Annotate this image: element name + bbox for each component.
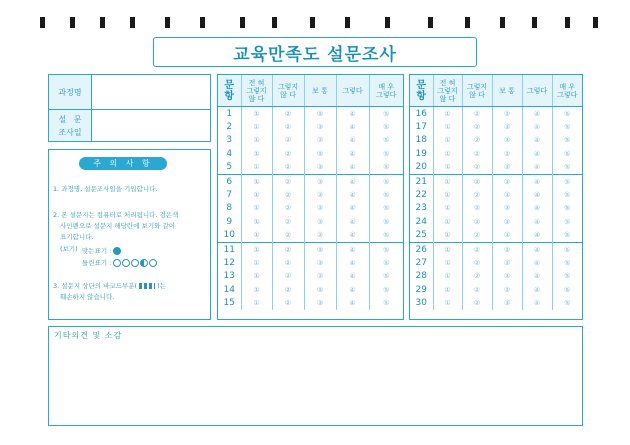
timing-mark xyxy=(40,17,45,28)
answer-bubble-1[interactable]: ① xyxy=(241,215,272,228)
answer-bubble-2[interactable]: ② xyxy=(462,242,492,256)
scale-header-1: 전 혀 그렇지 않 다 xyxy=(241,75,272,107)
answer-bubble-1[interactable]: ① xyxy=(241,242,272,256)
answer-bubble-5[interactable]: ⑤ xyxy=(369,296,403,309)
question-number: 9 xyxy=(226,216,233,227)
scale-header-2: 그렇지 않 다 xyxy=(272,75,304,107)
question-row xyxy=(218,215,403,228)
answer-bubble-4[interactable]: ④ xyxy=(336,161,369,175)
timing-mark xyxy=(500,17,505,28)
answer-bubble-3[interactable]: ③ xyxy=(492,107,522,121)
answer-bubble-3[interactable]: ③ xyxy=(304,256,336,269)
timing-mark xyxy=(565,17,570,28)
question-row xyxy=(218,188,403,201)
timing-mark xyxy=(385,17,390,28)
answer-bubble-2[interactable]: ② xyxy=(462,188,492,201)
wrong-mark-text: 틀린표기 : xyxy=(82,259,112,267)
timing-mark xyxy=(345,17,350,28)
answer-bubble-4[interactable]: ④ xyxy=(522,242,552,256)
question-row xyxy=(410,215,582,228)
question-row xyxy=(410,229,582,243)
answer-bubble-2[interactable]: ② xyxy=(272,147,304,160)
question-number: 22 xyxy=(415,190,427,201)
answer-bubble-4[interactable]: ④ xyxy=(522,174,552,188)
question-number: 16 xyxy=(415,108,427,119)
answer-bubble-3[interactable]: ③ xyxy=(304,161,336,175)
answer-bubble-4[interactable]: ④ xyxy=(522,296,552,309)
notice-item-2b: 사인펜으로 설문지 해당란에 보기와 같이 xyxy=(60,222,176,230)
answer-bubble-3[interactable]: ③ xyxy=(492,256,522,269)
answer-bubble-5[interactable]: ⑤ xyxy=(552,134,582,147)
question-row xyxy=(410,256,582,269)
correct-mark-text: 맞는표기 : xyxy=(82,247,112,255)
answer-bubble-3[interactable]: ③ xyxy=(304,202,336,215)
answer-bubble-4[interactable]: ④ xyxy=(522,256,552,269)
survey-date-label-2: 조사일 xyxy=(58,127,82,137)
answer-bubble-5[interactable]: ⑤ xyxy=(369,174,403,188)
dot-bubble-icon xyxy=(131,259,139,267)
check-bubble-icon xyxy=(113,259,121,267)
timing-mark xyxy=(310,17,315,28)
answer-bubble-5[interactable]: ⑤ xyxy=(552,242,582,256)
question-number: 12 xyxy=(223,257,235,268)
answer-bubble-1[interactable]: ① xyxy=(241,107,272,121)
answer-bubble-3[interactable]: ③ xyxy=(304,283,336,296)
answer-bubble-1[interactable]: ① xyxy=(433,215,462,228)
answer-bubble-5[interactable]: ⑤ xyxy=(552,161,582,175)
answer-bubble-1[interactable]: ① xyxy=(433,270,462,283)
answer-bubble-2[interactable]: ② xyxy=(272,107,304,121)
question-number: 17 xyxy=(415,122,427,133)
survey-date-field[interactable] xyxy=(92,110,210,141)
answer-bubble-1[interactable]: ① xyxy=(241,270,272,283)
answer-bubble-4[interactable]: ④ xyxy=(336,270,369,283)
scale-header-5: 매 우 그렇다 xyxy=(369,75,403,107)
answer-bubble-1[interactable]: ① xyxy=(433,147,462,160)
question-number-header: 문 항 xyxy=(218,75,241,107)
answer-bubble-4[interactable]: ④ xyxy=(336,202,369,215)
answer-bubble-3[interactable]: ③ xyxy=(492,161,522,175)
question-row xyxy=(218,256,403,269)
notice-item-2c: 표기합니다. xyxy=(60,233,94,241)
notice-item-2a: 2. 본 설문지는 컴퓨터로 처리됩니다. 검은색 xyxy=(53,211,179,219)
answer-bubble-4[interactable]: ④ xyxy=(522,270,552,283)
question-number: 19 xyxy=(415,148,427,159)
question-number: 7 xyxy=(226,190,233,201)
answer-bubble-3[interactable]: ③ xyxy=(492,283,522,296)
scale-header-5: 매 우 그렇다 xyxy=(552,75,582,107)
answer-bubble-2[interactable]: ② xyxy=(462,256,492,269)
timing-mark xyxy=(465,17,470,28)
filled-bubble-icon xyxy=(113,247,121,255)
answer-bubble-2[interactable]: ② xyxy=(462,296,492,309)
answer-bubble-2[interactable]: ② xyxy=(272,256,304,269)
barcode-icon xyxy=(139,283,155,289)
question-row xyxy=(410,270,582,283)
answer-bubble-3[interactable]: ③ xyxy=(304,242,336,256)
answer-bubble-1[interactable]: ① xyxy=(433,107,462,121)
answer-bubble-5[interactable]: ⑤ xyxy=(552,107,582,121)
answer-bubble-4[interactable]: ④ xyxy=(336,215,369,228)
question-row xyxy=(410,174,582,188)
answer-bubble-5[interactable]: ⑤ xyxy=(552,270,582,283)
question-number: 8 xyxy=(226,203,233,214)
answer-bubble-5[interactable]: ⑤ xyxy=(552,120,582,133)
question-number: 20 xyxy=(415,162,427,173)
question-row xyxy=(218,296,403,309)
answer-bubble-2[interactable]: ② xyxy=(462,215,492,228)
question-number: 6 xyxy=(218,174,241,188)
answer-bubble-4[interactable]: ④ xyxy=(522,147,552,160)
answer-bubble-5[interactable]: ⑤ xyxy=(369,202,403,215)
question-row xyxy=(410,107,582,121)
answer-bubble-3[interactable]: ③ xyxy=(492,174,522,188)
answer-bubble-2[interactable]: ② xyxy=(462,202,492,215)
answer-bubble-5[interactable]: ⑤ xyxy=(369,107,403,121)
notice-item-3b-text: )는 xyxy=(157,282,166,290)
answer-bubble-2[interactable]: ② xyxy=(462,270,492,283)
question-row xyxy=(410,120,582,133)
question-number: 1 xyxy=(226,108,233,119)
answer-bubble-1[interactable]: ① xyxy=(241,161,272,175)
question-number: 14 xyxy=(223,284,235,295)
answer-bubble-3[interactable]: ③ xyxy=(304,120,336,133)
answer-bubble-1[interactable]: ① xyxy=(433,202,462,215)
answer-bubble-2[interactable]: ② xyxy=(272,120,304,133)
answer-bubble-2[interactable]: ② xyxy=(462,147,492,160)
answer-bubble-5[interactable]: ⑤ xyxy=(369,134,403,147)
timing-mark xyxy=(428,17,433,28)
answer-bubble-5[interactable]: ⑤ xyxy=(369,256,403,269)
answer-bubble-4[interactable]: ④ xyxy=(336,229,369,243)
question-number: 10 xyxy=(223,230,235,241)
timing-mark xyxy=(165,17,170,28)
answer-bubble-5[interactable]: ⑤ xyxy=(369,188,403,201)
question-number: 3 xyxy=(226,135,233,146)
answer-bubble-3[interactable]: ③ xyxy=(304,215,336,228)
question-number: 29 xyxy=(415,284,427,295)
answer-bubble-1[interactable]: ① xyxy=(241,229,272,243)
question-number: 26 xyxy=(410,242,433,256)
answer-bubble-3[interactable]: ③ xyxy=(304,270,336,283)
wrong-mark-label xyxy=(82,258,158,268)
notice-item-3a-text: 3. 설문지 상단의 바코드부분( xyxy=(53,282,138,290)
answer-bubble-4[interactable]: ④ xyxy=(522,161,552,175)
answer-bubble-5[interactable]: ⑤ xyxy=(369,147,403,160)
question-number: 11 xyxy=(218,242,241,256)
answer-bubble-3[interactable]: ③ xyxy=(492,202,522,215)
partial-bubble-icon xyxy=(149,259,157,267)
answer-bubble-5[interactable]: ⑤ xyxy=(369,229,403,243)
answer-bubble-4[interactable]: ④ xyxy=(336,256,369,269)
answer-bubble-3[interactable]: ③ xyxy=(304,174,336,188)
correct-mark-label xyxy=(82,246,122,256)
scale-header-4: 그렇다 xyxy=(336,75,369,107)
answer-bubble-1[interactable]: ① xyxy=(241,147,272,160)
notice-item-3a xyxy=(53,281,209,291)
answer-bubble-1[interactable]: ① xyxy=(241,256,272,269)
comments-label: 기타의견 및 소감 xyxy=(54,331,123,340)
answer-bubble-2[interactable]: ② xyxy=(462,283,492,296)
question-row xyxy=(218,202,403,215)
answer-bubble-1[interactable]: ① xyxy=(433,229,462,243)
answer-bubble-1[interactable]: ① xyxy=(433,256,462,269)
answer-bubble-4[interactable]: ④ xyxy=(522,188,552,201)
scale-header-1: 전 혀 그렇지 않 다 xyxy=(433,75,462,107)
answer-bubble-2[interactable]: ② xyxy=(272,188,304,201)
survey-date-label-1: 설 문 xyxy=(58,114,82,124)
answer-bubble-2[interactable]: ② xyxy=(272,215,304,228)
question-row xyxy=(218,107,403,121)
question-number: 15 xyxy=(223,298,235,309)
answer-bubble-4[interactable]: ④ xyxy=(336,283,369,296)
answer-bubble-5[interactable]: ⑤ xyxy=(552,229,582,243)
answer-bubble-4[interactable]: ④ xyxy=(336,134,369,147)
answer-bubble-4[interactable]: ④ xyxy=(336,242,369,256)
answer-bubble-1[interactable]: ① xyxy=(433,283,462,296)
question-row xyxy=(410,283,582,296)
answer-bubble-1[interactable]: ① xyxy=(241,202,272,215)
answer-bubble-5[interactable]: ⑤ xyxy=(552,283,582,296)
course-name-label xyxy=(49,75,92,110)
answer-bubble-4[interactable]: ④ xyxy=(336,188,369,201)
answer-bubble-2[interactable]: ② xyxy=(272,134,304,147)
question-number: 30 xyxy=(415,298,427,309)
answer-table-right xyxy=(410,75,582,310)
answer-table-left xyxy=(218,75,403,310)
answer-bubble-5[interactable]: ⑤ xyxy=(552,296,582,309)
course-name-label-text: 과정명 xyxy=(58,87,82,97)
answer-bubble-2[interactable]: ② xyxy=(462,134,492,147)
question-row xyxy=(410,296,582,309)
question-row xyxy=(218,161,403,175)
page-title: 교육만족도 설문조사 xyxy=(153,37,477,67)
question-number: 4 xyxy=(226,148,233,159)
answer-bubble-5[interactable]: ⑤ xyxy=(369,270,403,283)
answer-bubble-1[interactable]: ① xyxy=(241,134,272,147)
answer-bubble-3[interactable]: ③ xyxy=(492,188,522,201)
answer-bubble-1[interactable]: ① xyxy=(433,188,462,201)
timing-mark xyxy=(130,17,135,28)
question-row xyxy=(218,174,403,188)
timing-mark xyxy=(200,17,205,28)
answer-bubble-5[interactable]: ⑤ xyxy=(552,256,582,269)
answer-bubble-1[interactable]: ① xyxy=(241,283,272,296)
question-number: 23 xyxy=(415,203,427,214)
timing-mark xyxy=(100,17,105,28)
answer-bubble-1[interactable]: ① xyxy=(241,188,272,201)
question-row xyxy=(218,229,403,243)
answer-bubble-3[interactable]: ③ xyxy=(492,147,522,160)
answer-bubble-1[interactable]: ① xyxy=(433,296,462,309)
notice-heading: 주 의 사 항 xyxy=(79,157,167,170)
answer-bubble-1[interactable]: ① xyxy=(241,120,272,133)
timing-mark xyxy=(70,17,75,28)
example-label: (보기) xyxy=(60,245,78,253)
question-number-header: 문 항 xyxy=(410,75,433,107)
answer-bubble-5[interactable]: ⑤ xyxy=(552,147,582,160)
question-row xyxy=(410,161,582,175)
answer-bubble-3[interactable]: ③ xyxy=(492,215,522,228)
answer-bubble-3[interactable]: ③ xyxy=(492,229,522,243)
question-number: 28 xyxy=(415,271,427,282)
answer-bubble-4[interactable]: ④ xyxy=(522,229,552,243)
answer-bubble-1[interactable]: ① xyxy=(433,174,462,188)
question-row xyxy=(218,147,403,160)
question-number: 13 xyxy=(223,271,235,282)
answer-bubble-4[interactable]: ④ xyxy=(522,120,552,133)
answer-bubble-2[interactable]: ② xyxy=(462,229,492,243)
answer-bubble-2[interactable]: ② xyxy=(272,296,304,309)
half-bubble-icon xyxy=(140,259,148,267)
timing-mark xyxy=(240,17,245,28)
course-name-field[interactable] xyxy=(92,75,210,110)
notice-item-3c: 훼손하지 않습니다. xyxy=(60,293,115,301)
scale-header-4: 그렇다 xyxy=(522,75,552,107)
answer-bubble-3[interactable]: ③ xyxy=(304,188,336,201)
answer-bubble-3[interactable]: ③ xyxy=(492,270,522,283)
answer-bubble-4[interactable]: ④ xyxy=(522,202,552,215)
question-row xyxy=(218,270,403,283)
answer-bubble-4[interactable]: ④ xyxy=(336,120,369,133)
answer-bubble-3[interactable]: ③ xyxy=(304,134,336,147)
question-number: 24 xyxy=(415,216,427,227)
scale-header-2: 그렇지 않 다 xyxy=(462,75,492,107)
answer-bubble-4[interactable]: ④ xyxy=(522,215,552,228)
answer-bubble-4[interactable]: ④ xyxy=(336,174,369,188)
answer-bubble-3[interactable]: ③ xyxy=(492,242,522,256)
survey-date-label xyxy=(49,110,92,141)
question-number: 5 xyxy=(226,162,233,173)
answer-bubble-5[interactable]: ⑤ xyxy=(369,215,403,228)
answer-bubble-5[interactable]: ⑤ xyxy=(369,161,403,175)
question-row xyxy=(410,202,582,215)
answer-bubble-4[interactable]: ④ xyxy=(522,107,552,121)
answer-bubble-2[interactable]: ② xyxy=(272,174,304,188)
answer-bubble-2[interactable]: ② xyxy=(272,229,304,243)
answer-bubble-3[interactable]: ③ xyxy=(304,107,336,121)
answer-bubble-4[interactable]: ④ xyxy=(336,107,369,121)
answer-bubble-5[interactable]: ⑤ xyxy=(552,174,582,188)
question-number: 21 xyxy=(410,174,433,188)
answer-bubble-4[interactable]: ④ xyxy=(522,134,552,147)
answer-bubble-1[interactable]: ① xyxy=(241,296,272,309)
answer-bubble-5[interactable]: ⑤ xyxy=(552,202,582,215)
answer-bubble-4[interactable]: ④ xyxy=(336,296,369,309)
notice-item-1: 1. 과정명, 설문조사일을 기입합니다. xyxy=(53,185,158,193)
course-info-box xyxy=(48,74,211,142)
question-row xyxy=(218,134,403,147)
answer-bubble-5[interactable]: ⑤ xyxy=(552,215,582,228)
answer-bubble-2[interactable]: ② xyxy=(272,242,304,256)
comments-box[interactable] xyxy=(48,326,583,426)
question-row xyxy=(218,242,403,256)
question-row xyxy=(410,242,582,256)
answer-bubble-3[interactable]: ③ xyxy=(492,120,522,133)
answer-bubble-3[interactable]: ③ xyxy=(304,229,336,243)
timing-mark xyxy=(532,17,537,28)
answer-bubble-1[interactable]: ① xyxy=(241,174,272,188)
answer-bubble-2[interactable]: ② xyxy=(462,107,492,121)
timing-mark xyxy=(593,17,598,28)
question-number: 25 xyxy=(415,230,427,241)
answer-bubble-3[interactable]: ③ xyxy=(304,147,336,160)
answer-bubble-2[interactable]: ② xyxy=(272,270,304,283)
question-row xyxy=(218,120,403,133)
question-row xyxy=(218,283,403,296)
answer-bubble-1[interactable]: ① xyxy=(433,134,462,147)
answer-bubble-5[interactable]: ⑤ xyxy=(369,242,403,256)
answer-bubble-3[interactable]: ③ xyxy=(492,134,522,147)
answer-bubble-2[interactable]: ② xyxy=(272,283,304,296)
answer-bubble-3[interactable]: ③ xyxy=(492,296,522,309)
answer-bubble-2[interactable]: ② xyxy=(272,202,304,215)
answer-bubble-2[interactable]: ② xyxy=(462,161,492,175)
answer-bubble-2[interactable]: ② xyxy=(462,120,492,133)
answer-bubble-1[interactable]: ① xyxy=(433,120,462,133)
answer-bubble-1[interactable]: ① xyxy=(433,242,462,256)
question-number: 27 xyxy=(415,257,427,268)
answer-bubble-3[interactable]: ③ xyxy=(304,296,336,309)
question-row xyxy=(410,188,582,201)
answer-bubble-1[interactable]: ① xyxy=(433,161,462,175)
scale-header-3: 보 통 xyxy=(304,75,336,107)
answer-bubble-2[interactable]: ② xyxy=(272,161,304,175)
answer-bubble-4[interactable]: ④ xyxy=(336,147,369,160)
answer-bubble-5[interactable]: ⑤ xyxy=(369,120,403,133)
cross-bubble-icon xyxy=(122,259,130,267)
answer-bubble-5[interactable]: ⑤ xyxy=(552,188,582,201)
question-number: 18 xyxy=(415,135,427,146)
answer-bubble-2[interactable]: ② xyxy=(462,174,492,188)
question-row xyxy=(410,147,582,160)
answer-bubble-5[interactable]: ⑤ xyxy=(369,283,403,296)
answer-bubble-4[interactable]: ④ xyxy=(522,283,552,296)
question-row xyxy=(410,134,582,147)
timing-mark xyxy=(272,17,277,28)
question-number: 2 xyxy=(226,122,233,133)
scale-header-3: 보 통 xyxy=(492,75,522,107)
